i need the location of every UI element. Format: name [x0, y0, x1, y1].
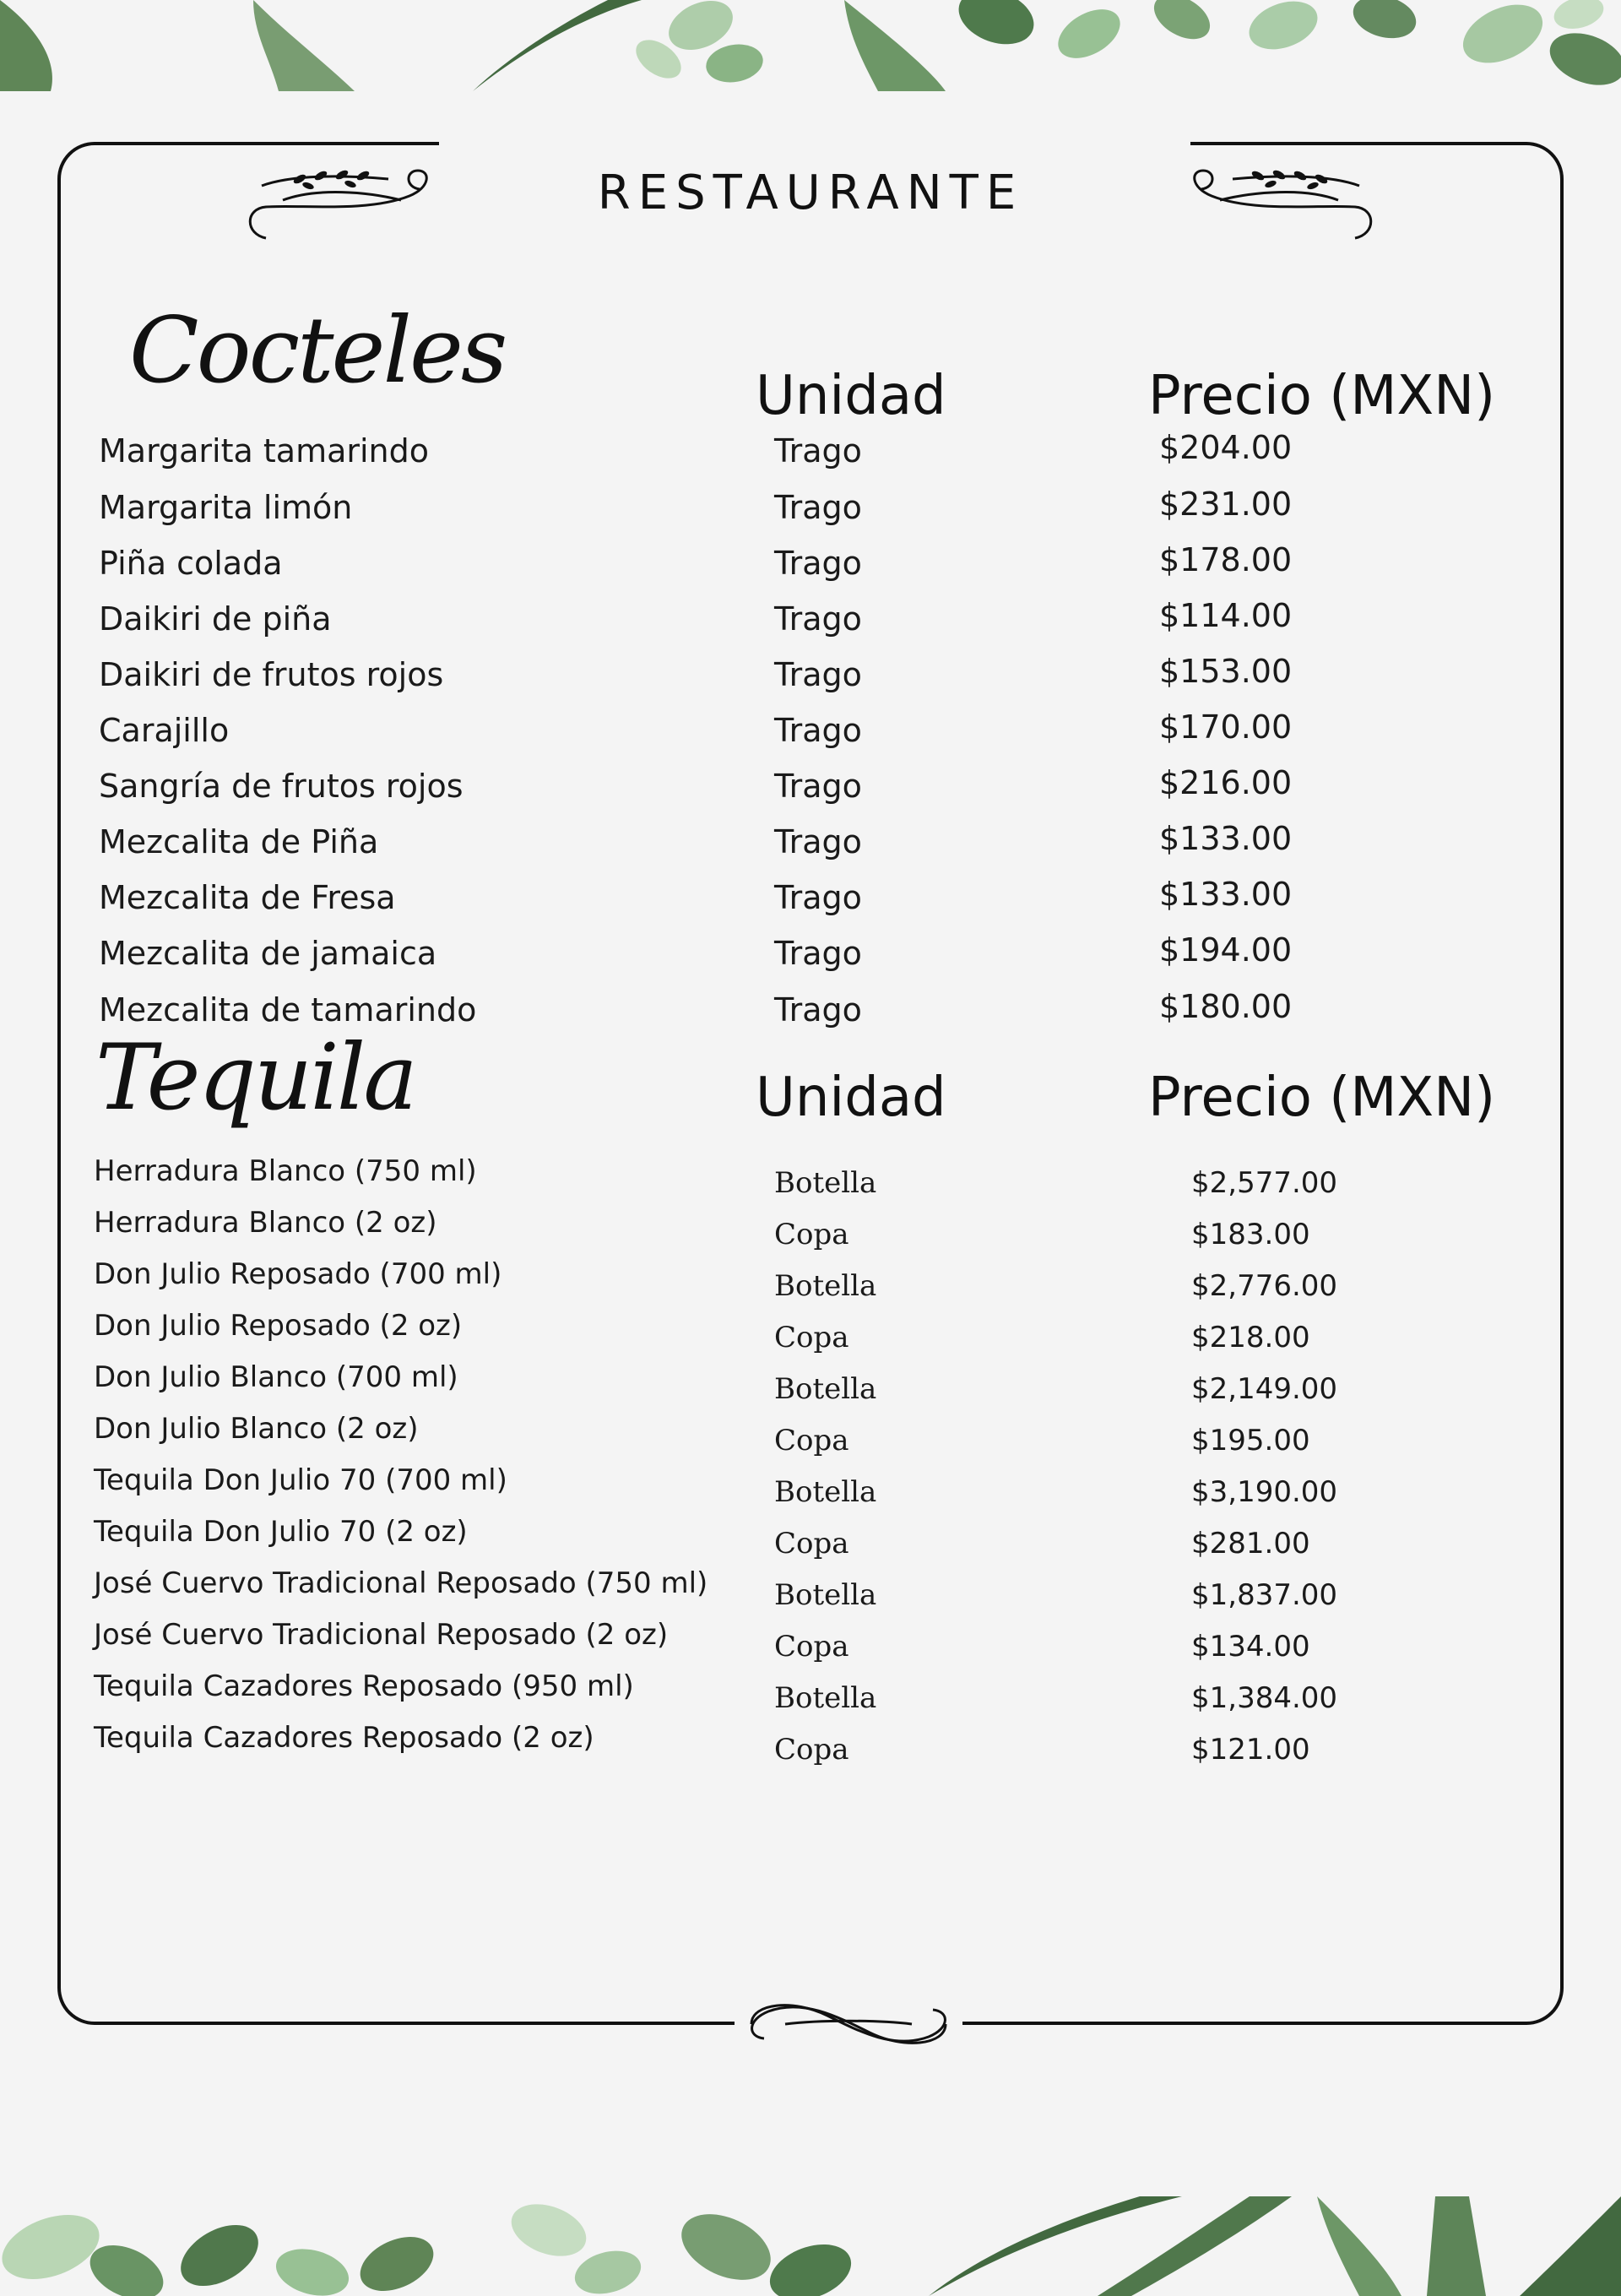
- item-name: Sangría de frutos rojos: [99, 768, 464, 805]
- item-name: Mezcalita de Fresa: [99, 879, 396, 916]
- cocteles-section-title: Cocteles: [129, 298, 506, 404]
- tequila-section-title: Tequila: [95, 1025, 415, 1131]
- leaf-border-top: [0, 0, 1621, 91]
- item-price: $2,776.00: [1191, 1269, 1338, 1303]
- item-price: $2,577.00: [1191, 1166, 1338, 1200]
- item-price: $153.00: [1159, 653, 1293, 690]
- item-price: $2,149.00: [1191, 1372, 1338, 1406]
- item-unit: Trago: [774, 879, 862, 916]
- item-unit: Trago: [774, 432, 862, 470]
- item-price: $183.00: [1191, 1218, 1310, 1251]
- restaurant-title: RESTAURANTE: [597, 166, 1024, 220]
- leaf-border-bottom: [0, 2196, 1621, 2296]
- item-unit: Copa: [774, 1424, 849, 1457]
- cocteles-price-header: Precio (MXN): [1148, 365, 1496, 427]
- item-name: Piña colada: [99, 545, 283, 582]
- item-unit: Trago: [774, 545, 862, 582]
- item-price: $204.00: [1159, 429, 1293, 466]
- item-name: Carajillo: [99, 712, 230, 749]
- item-unit: Botella: [774, 1166, 877, 1200]
- item-price: $231.00: [1159, 486, 1293, 523]
- item-unit: Trago: [774, 823, 862, 860]
- item-name: Don Julio Blanco (2 oz): [94, 1412, 419, 1446]
- item-unit: Trago: [774, 600, 862, 638]
- item-name: Tequila Cazadores Reposado (950 ml): [94, 1669, 634, 1703]
- item-name: Mezcalita de tamarindo: [99, 991, 477, 1029]
- item-price: $195.00: [1191, 1424, 1310, 1457]
- item-name: Don Julio Blanco (700 ml): [94, 1360, 458, 1394]
- item-price: $281.00: [1191, 1527, 1310, 1561]
- item-name: Daikiri de piña: [99, 600, 332, 638]
- item-unit: Botella: [774, 1681, 877, 1715]
- item-name: José Cuervo Tradicional Reposado (2 oz): [94, 1618, 669, 1652]
- item-name: Herradura Blanco (750 ml): [94, 1154, 477, 1188]
- flourish-bottom-icon: [735, 1986, 962, 2062]
- item-price: $178.00: [1159, 541, 1293, 578]
- item-name: Tequila Don Julio 70 (2 oz): [94, 1515, 468, 1549]
- item-unit: Copa: [774, 1527, 849, 1561]
- cocteles-unit-header: Unidad: [756, 365, 946, 427]
- item-price: $114.00: [1159, 597, 1293, 634]
- item-unit: Trago: [774, 489, 862, 526]
- item-unit: Copa: [774, 1733, 849, 1767]
- item-price: $216.00: [1159, 764, 1293, 801]
- item-unit: Trago: [774, 656, 862, 693]
- item-price: $133.00: [1159, 876, 1293, 913]
- item-name: José Cuervo Tradicional Reposado (750 ml): [94, 1566, 708, 1600]
- item-price: $121.00: [1191, 1733, 1310, 1767]
- item-unit: Trago: [774, 712, 862, 749]
- item-name: Herradura Blanco (2 oz): [94, 1206, 437, 1240]
- item-name: Mezcalita de Piña: [99, 823, 379, 860]
- item-unit: Copa: [774, 1218, 849, 1251]
- item-price: $1,837.00: [1191, 1578, 1338, 1612]
- item-unit: Botella: [774, 1372, 877, 1406]
- item-name: Margarita tamarindo: [99, 432, 430, 470]
- item-price: $170.00: [1159, 708, 1293, 746]
- item-unit: Copa: [774, 1630, 849, 1664]
- item-unit: Botella: [774, 1475, 877, 1509]
- item-name: Tequila Don Julio 70 (700 ml): [94, 1463, 507, 1497]
- item-name: Daikiri de frutos rojos: [99, 656, 444, 693]
- item-name: Don Julio Reposado (2 oz): [94, 1309, 463, 1343]
- item-price: $1,384.00: [1191, 1681, 1338, 1715]
- item-name: Don Julio Reposado (700 ml): [94, 1257, 502, 1291]
- item-price: $3,190.00: [1191, 1475, 1338, 1509]
- item-unit: Copa: [774, 1321, 849, 1354]
- item-unit: Trago: [774, 991, 862, 1029]
- item-unit: Trago: [774, 768, 862, 805]
- item-unit: Botella: [774, 1269, 877, 1303]
- tequila-unit-header: Unidad: [756, 1067, 946, 1129]
- item-price: $194.00: [1159, 931, 1293, 969]
- item-price: $133.00: [1159, 820, 1293, 857]
- tequila-price-header: Precio (MXN): [1148, 1067, 1496, 1129]
- item-name: Tequila Cazadores Reposado (2 oz): [94, 1721, 594, 1755]
- item-unit: Botella: [774, 1578, 877, 1612]
- item-price: $134.00: [1191, 1630, 1310, 1664]
- item-price: $218.00: [1191, 1321, 1310, 1354]
- item-name: Mezcalita de jamaica: [99, 935, 437, 972]
- item-name: Margarita limón: [99, 489, 353, 526]
- item-unit: Trago: [774, 935, 862, 972]
- item-price: $180.00: [1159, 988, 1293, 1025]
